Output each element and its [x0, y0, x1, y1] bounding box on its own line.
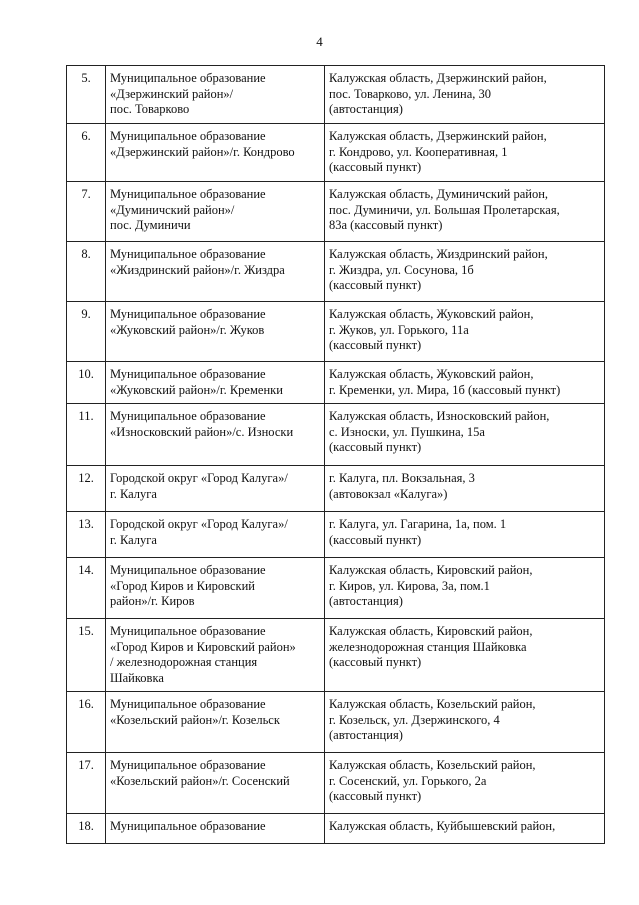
table-row: [67, 619, 605, 692]
municipality-cell: [106, 242, 325, 302]
address-line: Калужская область, Кировский район,: [329, 563, 533, 577]
municipality-cell: [106, 753, 325, 814]
address-line: Калужская область, Жиздринский район,: [329, 247, 548, 261]
address-line: Калужская область, Жуковский район,: [329, 307, 534, 321]
municipality-line: / железнодорожная станция: [110, 655, 258, 669]
address-line: г. Кременки, ул. Мира, 1б (кассовый пункт): [329, 382, 561, 397]
row-number: 13.: [67, 512, 106, 558]
municipality-line: Муниципальное образование: [110, 409, 266, 423]
table-row: [67, 558, 605, 619]
table-row: [67, 512, 605, 558]
municipality-line: Муниципальное образование: [110, 758, 266, 772]
address-cell: [325, 66, 605, 124]
municipality-line: «Дзержинский район»/г. Кондрово: [110, 144, 295, 159]
address-line: г. Сосенский, ул. Горького, 2а: [329, 773, 487, 788]
municipality-line: Муниципальное образование: [110, 247, 266, 261]
municipality-cell: [106, 558, 325, 619]
row-number: 17.: [67, 753, 106, 814]
municipality-line: «Козельский район»/г. Козельск: [110, 712, 280, 727]
address-line: (кассовый пункт): [329, 789, 422, 803]
address-line: г. Жиздра, ул. Сосунова, 1б: [329, 262, 474, 277]
municipality-line: Муниципальное образование: [110, 697, 266, 711]
address-line: (кассовый пункт): [329, 160, 422, 174]
row-number: 12.: [67, 466, 106, 512]
municipality-line: «Жиздринский район»/г. Жиздра: [110, 262, 285, 277]
municipality-line: «Козельский район»/г. Сосенский: [110, 773, 290, 788]
address-cell: [325, 512, 605, 558]
municipality-line: Шайковка: [110, 670, 164, 685]
address-line: 83а (кассовый пункт): [329, 218, 443, 232]
address-line: г. Жуков, ул. Горького, 11а: [329, 322, 469, 337]
address-cell: [325, 619, 605, 692]
municipality-cell: [106, 692, 325, 753]
address-line: Калужская область, Дзержинский район,: [329, 71, 547, 85]
municipality-line: Муниципальное образование: [110, 129, 266, 143]
address-line: г. Киров, ул. Кирова, 3а, пом.1: [329, 578, 490, 593]
address-cell: [325, 182, 605, 242]
address-line: железнодорожная станция Шайковка: [329, 639, 527, 654]
address-cell: [325, 362, 605, 404]
address-cell: [325, 404, 605, 466]
address-cell: [325, 124, 605, 182]
address-line: Калужская область, Думиничский район,: [329, 187, 549, 201]
address-line: Калужская область, Кировский район,: [329, 624, 533, 638]
address-line: (кассовый пункт): [329, 278, 422, 292]
row-number: 14.: [67, 558, 106, 619]
row-number: 8.: [67, 242, 106, 302]
municipality-line: «Город Киров и Кировский район»: [110, 639, 296, 654]
municipality-line: Муниципальное образование: [110, 187, 266, 201]
municipality-cell: [106, 302, 325, 362]
municipality-cell: [106, 66, 325, 124]
municipality-line: «Думиничский район»/: [110, 202, 235, 217]
row-number: 16.: [67, 692, 106, 753]
municipality-line: Муниципальное образование: [110, 819, 266, 833]
row-number: 11.: [67, 404, 106, 466]
municipality-line: Муниципальное образование: [110, 624, 266, 638]
address-line: пос. Товарково, ул. Ленина, 30: [329, 86, 492, 101]
address-line: (автовокзал «Калуга»): [329, 486, 448, 501]
municipality-line: г. Калуга: [110, 486, 157, 501]
address-line: Калужская область, Куйбышевский район,: [329, 819, 556, 833]
municipality-cell: [106, 512, 325, 558]
municipality-cell: [106, 814, 325, 844]
municipality-line: Муниципальное образование: [110, 367, 266, 381]
address-line: г. Калуга, пл. Вокзальная, 3: [329, 471, 475, 485]
table-row: [67, 66, 605, 124]
table-row: [67, 124, 605, 182]
table-row: [67, 814, 605, 844]
address-line: г. Калуга, ул. Гагарина, 1а, пом. 1: [329, 517, 507, 531]
address-line: Калужская область, Козельский район,: [329, 758, 536, 772]
address-line: Калужская область, Козельский район,: [329, 697, 536, 711]
table-row: [67, 182, 605, 242]
municipality-line: «Износковский район»/с. Износки: [110, 424, 294, 439]
row-number: 15.: [67, 619, 106, 692]
municipality-cell: [106, 182, 325, 242]
municipality-line: «Дзержинский район»/: [110, 86, 234, 101]
municipality-cell: [106, 619, 325, 692]
municipality-line: Городской округ «Город Калуга»/: [110, 517, 288, 531]
municipality-line: Городской округ «Город Калуга»/: [110, 471, 288, 485]
row-number: 7.: [67, 182, 106, 242]
municipality-line: район»/г. Киров: [110, 594, 195, 608]
address-line: (автостанция): [329, 728, 403, 742]
row-number: 9.: [67, 302, 106, 362]
address-cell: [325, 753, 605, 814]
municipality-cell: [106, 124, 325, 182]
table-row: [67, 466, 605, 512]
municipality-line: Муниципальное образование: [110, 307, 266, 321]
table-row: [67, 404, 605, 466]
address-line: (кассовый пункт): [329, 532, 422, 547]
address-line: г. Кондрово, ул. Кооперативная, 1: [329, 144, 508, 159]
municipality-line: «Жуковский район»/г. Жуков: [110, 322, 265, 337]
municipality-line: Муниципальное образование: [110, 563, 266, 577]
municipality-cell: [106, 362, 325, 404]
municipality-line: Муниципальное образование: [110, 71, 266, 85]
municipality-cell: [106, 404, 325, 466]
row-number: 18.: [67, 814, 106, 844]
address-cell: [325, 814, 605, 844]
municipality-line: «Жуковский район»/г. Кременки: [110, 382, 283, 397]
row-number: 10.: [67, 362, 106, 404]
address-line: (кассовый пункт): [329, 440, 422, 454]
row-number: 6.: [67, 124, 106, 182]
municipality-line: «Город Киров и Кировский: [110, 578, 255, 593]
address-line: Калужская область, Жуковский район,: [329, 367, 534, 381]
address-cell: [325, 302, 605, 362]
municipality-cell: [106, 466, 325, 512]
municipality-line: пос. Товарково: [110, 102, 190, 116]
ticket-office-table: [66, 65, 605, 844]
table-row: [67, 362, 605, 404]
address-cell: [325, 466, 605, 512]
address-line: с. Износки, ул. Пушкина, 15а: [329, 424, 485, 439]
municipality-line: пос. Думиничи: [110, 218, 191, 232]
address-line: Калужская область, Износковский район,: [329, 409, 550, 423]
table-body: [67, 66, 605, 844]
address-line: (автостанция): [329, 102, 403, 116]
address-line: (автостанция): [329, 594, 403, 608]
address-line: пос. Думиничи, ул. Большая Пролетарская,: [329, 202, 560, 217]
page-number: 4: [316, 34, 323, 49]
address-line: Калужская область, Дзержинский район,: [329, 129, 547, 143]
address-line: (кассовый пункт): [329, 338, 422, 352]
municipality-line: г. Калуга: [110, 532, 157, 547]
address-cell: [325, 692, 605, 753]
row-number: 5.: [67, 66, 106, 124]
address-cell: [325, 558, 605, 619]
address-line: (кассовый пункт): [329, 655, 422, 669]
table-row: [67, 692, 605, 753]
table-row: [67, 242, 605, 302]
address-line: г. Козельск, ул. Дзержинского, 4: [329, 712, 500, 727]
table-row: [67, 753, 605, 814]
table-row: [67, 302, 605, 362]
address-cell: [325, 242, 605, 302]
